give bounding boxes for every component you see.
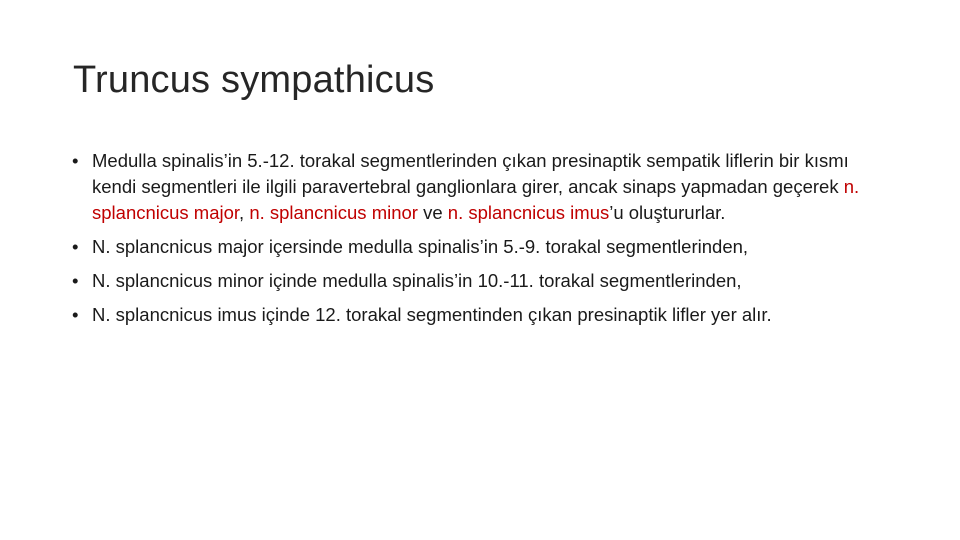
bullet-dot: • bbox=[72, 270, 79, 291]
bullet-text: N. splancnicus minor içinde medulla spinalis’in 10.-11. torakal segmentlerinden, bbox=[92, 270, 742, 291]
bullet-text: N. splancnicus major içersinde medulla spinalis’in 5.-9. torakal segmentlerinden, bbox=[92, 236, 749, 257]
highlight-term: n. splancnicus imus bbox=[447, 202, 610, 223]
bullet-item-3 bbox=[72, 268, 872, 294]
bullet-item-2 bbox=[72, 234, 872, 260]
bullet-text: N. splancnicus imus içinde 12. torakal segmentinden çıkan presinaptik lifler yer alır. bbox=[92, 304, 772, 325]
bullet-text: Medulla spinalis’in 5.-12. torakal segmentlerinden çıkan presinaptik sempatik liflerin bir kısmı kendi segmentleri ile ilgili paravertebral ganglionlara girer, ancak sinaps yapmadan geçerek bbox=[92, 150, 849, 197]
bullet-text: ’u oluştururlar. bbox=[609, 202, 726, 223]
highlight-term: n. splancnicus minor bbox=[249, 202, 418, 223]
bullet-text: , bbox=[239, 202, 250, 223]
bullet-dot: • bbox=[72, 304, 79, 325]
highlight-term: n. splancnicus major bbox=[92, 176, 860, 223]
bullet-item-1 bbox=[72, 148, 872, 226]
bullet-list bbox=[72, 148, 872, 336]
bullet-item-4 bbox=[72, 302, 872, 328]
bullet-dot: • bbox=[72, 236, 79, 257]
bullet-text: ve bbox=[417, 202, 448, 223]
slide-title: Truncus sympathicus bbox=[73, 59, 435, 101]
bullet-dot: • bbox=[72, 150, 79, 171]
